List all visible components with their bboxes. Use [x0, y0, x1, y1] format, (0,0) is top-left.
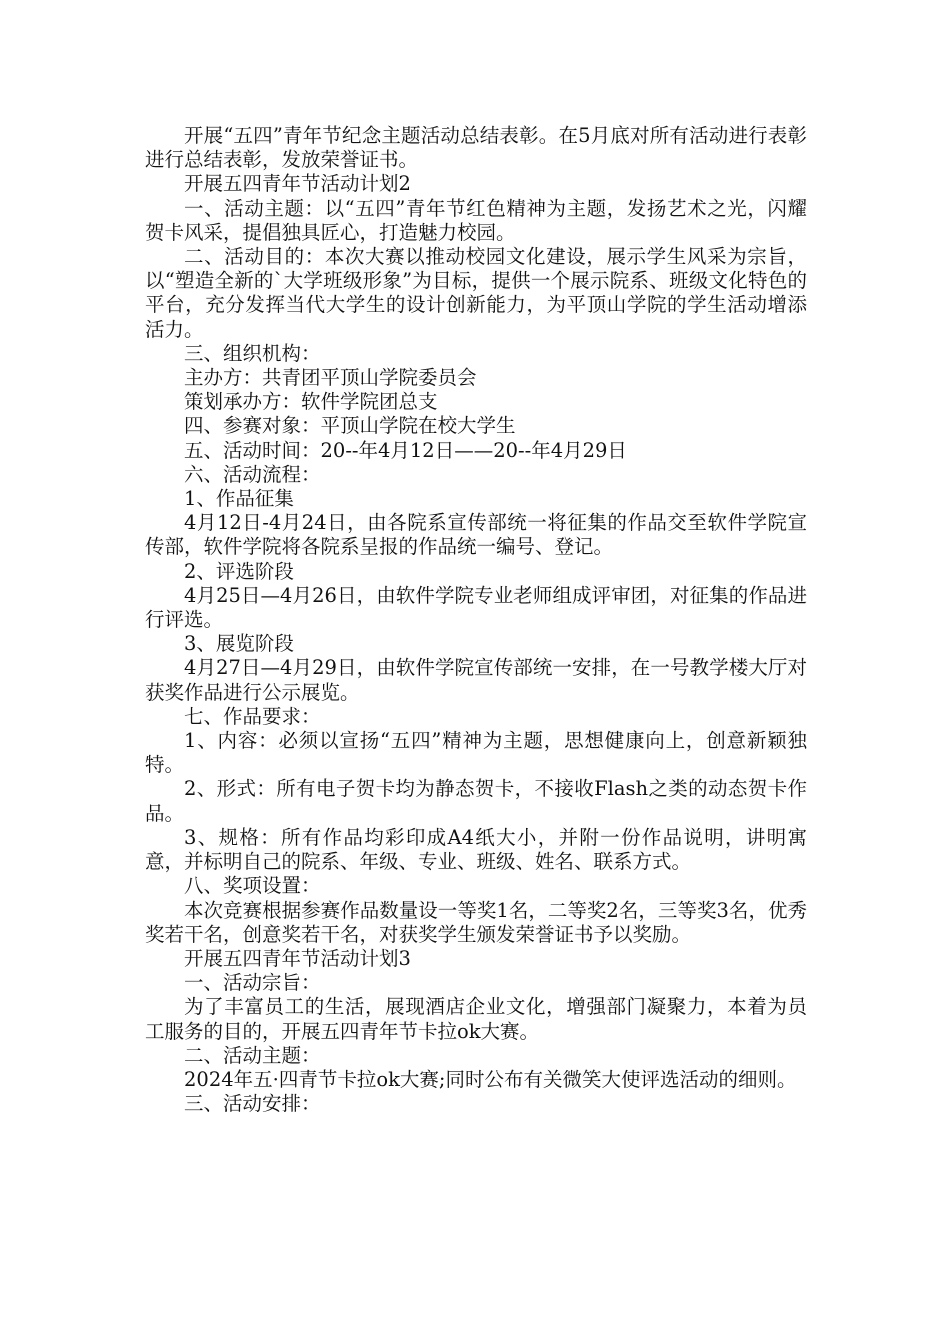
heading-awards: 八、奖项设置： — [184, 874, 321, 898]
heading-aim: 一、活动宗旨： — [184, 971, 321, 995]
heading-process: 六、活动流程： — [184, 462, 321, 486]
heading-theme-3: 二、活动主题： — [184, 1043, 321, 1067]
paragraph-selection: 4月25日—4月26日，由软件学院专业老师组成评审团，对征集的作品进行评选。 — [145, 583, 807, 632]
heading-arrangement: 三、活动安排： — [184, 1092, 321, 1116]
paragraph-host: 主办方：共青团平顶山学院委员会 — [184, 366, 477, 390]
paragraph-format-requirement: 2、形式：所有电子贺卡均为静态贺卡，不接收Flash之类的动态贺卡作品。 — [145, 777, 807, 825]
paragraph-theme-3: 2024年五·四青节卡拉ok大赛;同时公布有关微笑大使评选活动的细则。 — [184, 1067, 797, 1091]
heading-collection: 1、作品征集 — [184, 487, 294, 511]
heading-organization: 三、组织机构： — [184, 341, 321, 365]
paragraph-spec-requirement: 3、规格：所有作品均彩印成A4纸大小，并附一份作品说明，讲明寓意，并标明自己的院系、年级、专业、班级、姓名、联系方式。 — [145, 825, 807, 874]
paragraph-content-requirement: 1、内容：必须以宣扬“五四”精神为主题，思想健康向上，创意新颖独特。 — [145, 729, 807, 777]
paragraph-summary-award: 开展“五四”青年节纪念主题活动总结表彰。在5月底对所有活动进行表彰进行总结表彰，发放荣誉证书。 — [145, 124, 807, 172]
heading-plan-3: 开展五四青年节活动计划3 — [184, 946, 411, 970]
heading-plan-2: 开展五四青年节活动计划2 — [184, 172, 411, 196]
paragraph-collection: 4月12日-4月24日，由各院系宣传部统一将征集的作品交至软件学院宣传部，软件学院将各院系呈报的作品统一编号、登记。 — [145, 511, 807, 559]
paragraph-theme: 一、活动主题：以“五四”青年节红色精神为主题，发扬艺术之光，闪耀贺卡风采，提倡独具匠心，打造魅力校园。 — [145, 196, 807, 244]
heading-requirements: 七、作品要求： — [184, 704, 321, 728]
paragraph-aim: 为了丰富员工的生活，展现酒店企业文化，增强部门凝聚力，本着为员工服务的目的，开展五四青年节卡拉ok大赛。 — [145, 995, 807, 1043]
paragraph-participants: 四、参赛对象：平顶山学院在校大学生 — [184, 414, 516, 438]
paragraph-time: 五、活动时间：20--年4月12日——20--年4月29日 — [184, 438, 627, 462]
heading-exhibition: 3、展览阶段 — [184, 632, 294, 656]
paragraph-organizer: 策划承办方：软件学院团总支 — [184, 390, 438, 414]
paragraph-awards: 本次竞赛根据参赛作品数量设一等奖1名，二等奖2名，三等奖3名，优秀奖若干名，创意奖若干名，对获奖学生颁发荣誉证书予以奖励。 — [145, 898, 807, 946]
document-body — [145, 124, 807, 1116]
paragraph-exhibition: 4月27日—4月29日，由软件学院宣传部统一安排，在一号教学楼大厅对获奖作品进行公示展览。 — [145, 656, 807, 704]
heading-selection: 2、评选阶段 — [184, 559, 294, 583]
paragraph-purpose: 二、活动目的：本次大赛以推动校园文化建设，展示学生风采为宗旨，以“塑造全新的`大学班级形象”为目标，提供一个展示院系、班级文化特色的平台，充分发挥当代大学生的设计创新能力，为平顶山学院的学生活动增添活力。 — [145, 245, 807, 341]
